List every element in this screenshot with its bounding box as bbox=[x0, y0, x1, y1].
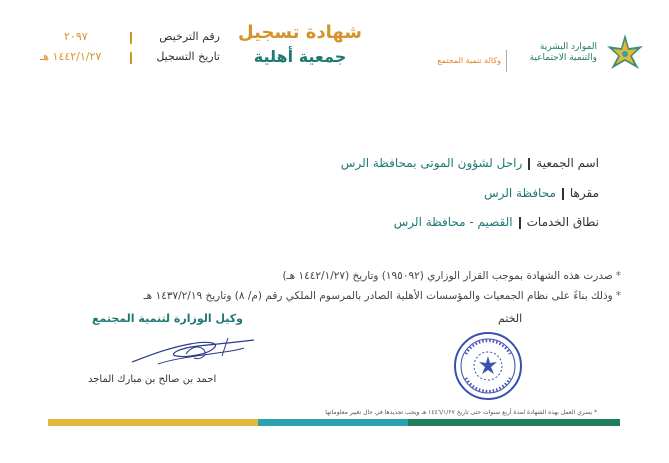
note-text: صدرت هذه الشهادة بموجب القرار الوزاري (١٩٥٠٩٢) وتاريخ (١٤٤٢/١/٢٧ هـ) bbox=[282, 270, 613, 282]
field-label: اسم الجمعية bbox=[536, 156, 599, 170]
field-value: محافظة الرس bbox=[483, 186, 556, 200]
note-bullet-icon: * bbox=[615, 290, 621, 302]
agency-name: وكالة تنمية المجتمع bbox=[437, 56, 501, 65]
certificate-subtitle: جمعية أهلية bbox=[253, 47, 347, 66]
field-service-scope bbox=[394, 215, 599, 235]
field-value: راحل لشؤون الموتى بمحافظة الرس bbox=[340, 156, 523, 170]
ministry-logo bbox=[389, 30, 649, 80]
registration-divider bbox=[130, 52, 132, 64]
field-headquarters bbox=[484, 186, 599, 206]
official-round-stamp-icon bbox=[452, 330, 524, 402]
band-gold bbox=[48, 419, 258, 426]
field-label: مقرها bbox=[569, 186, 599, 200]
ministry-name-line1: الموارد البشرية bbox=[539, 42, 597, 52]
license-info bbox=[30, 30, 220, 70]
field-association-name bbox=[341, 156, 599, 176]
handwritten-signature bbox=[128, 334, 258, 370]
deputy-title: وكيل الوزارة لتنمية المجتمع bbox=[92, 312, 243, 325]
field-divider bbox=[528, 158, 530, 170]
field-label: نطاق الخدمات bbox=[526, 215, 599, 229]
field-divider bbox=[519, 217, 521, 229]
note-law bbox=[144, 290, 621, 302]
registration-date-row bbox=[30, 50, 220, 70]
ministry-star-logo-icon bbox=[601, 30, 649, 78]
ministry-name-line2: والتنمية الاجتماعية bbox=[529, 53, 597, 63]
logo-divider bbox=[506, 50, 507, 72]
license-number-value: ٢٠٩٧ bbox=[64, 30, 88, 43]
registration-date-value: ١٤٤٢/١/٢٧ هـ bbox=[40, 50, 102, 63]
field-value: القصيم - محافظة الرس bbox=[393, 215, 513, 229]
field-divider bbox=[562, 188, 564, 200]
note-bullet-icon: * bbox=[615, 270, 621, 282]
band-green bbox=[408, 419, 620, 426]
color-band bbox=[48, 419, 620, 426]
stamp-label: الختم bbox=[498, 312, 523, 325]
signer-name: احمد بن صالح بن مبارك الماجد bbox=[88, 374, 217, 385]
license-number-row bbox=[30, 30, 220, 50]
registration-date-label: تاريخ التسجيل bbox=[156, 50, 220, 63]
license-divider bbox=[130, 32, 132, 44]
certificate-title: شهادة تسجيل bbox=[238, 22, 362, 43]
note-decision bbox=[282, 270, 621, 282]
validity-footnote: * يسري العمل بهذه الشهادة لمدة أربع سنوات حتى تاريخ ١٤٤٦/١/٢٧ هـ ويجب تجديدها في حال تغيير معلوماتها bbox=[325, 409, 597, 416]
note-text: وذلك بناءً على نظام الجمعيات والمؤسسات الأهلية الصادر بالمرسوم الملكي رقم (م/ ٨) وتاريخ ١٤٣٧/٢/١٩ هـ bbox=[143, 290, 613, 302]
ministry-name bbox=[530, 42, 597, 64]
band-teal bbox=[258, 419, 408, 426]
title-block bbox=[230, 22, 370, 66]
license-number-label: رقم الترخيص bbox=[159, 30, 220, 43]
